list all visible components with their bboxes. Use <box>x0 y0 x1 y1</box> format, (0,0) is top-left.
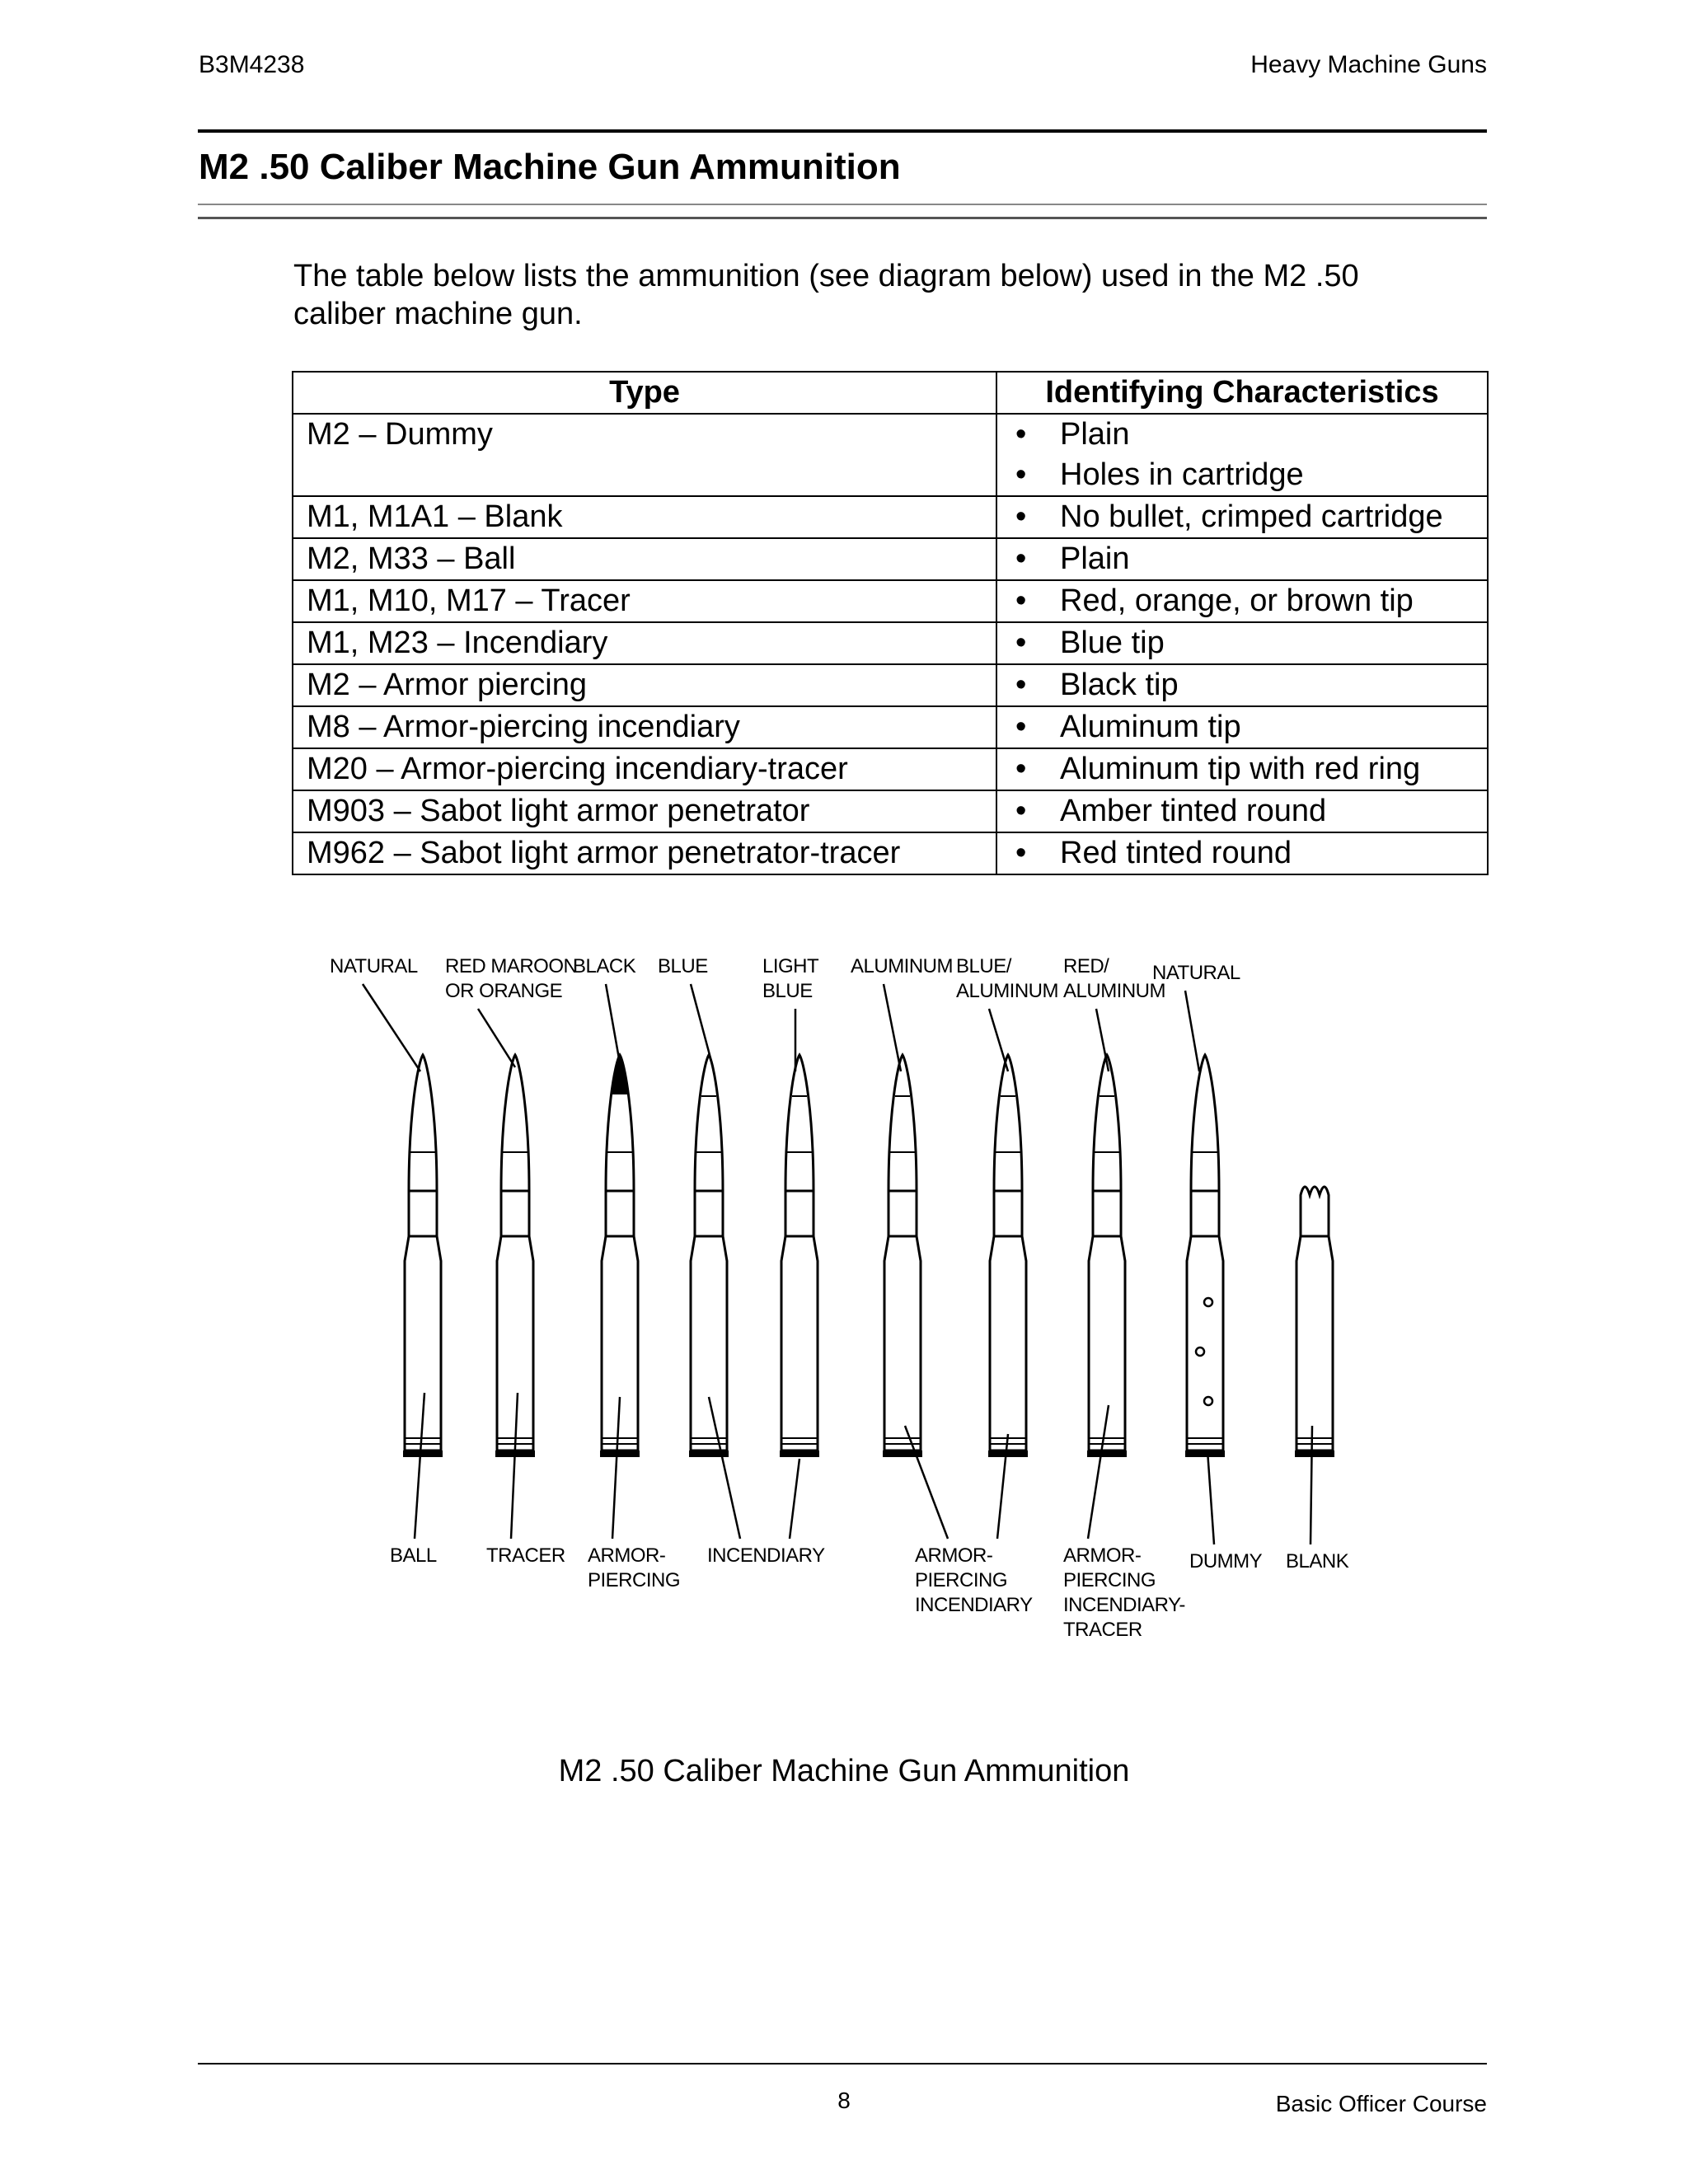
case-rim <box>1295 1451 1334 1457</box>
ammo-type-cell: M962 – Sabot light armor penetrator-tracer <box>293 832 996 874</box>
characteristic-item: • Aluminum tip with red ring <box>1010 749 1474 790</box>
top-label-text: BLUE <box>658 955 708 977</box>
table-body <box>293 414 1488 874</box>
case-body <box>497 1236 533 1451</box>
bottom-label-text: TRACER <box>486 1544 565 1567</box>
top-labels <box>330 955 1240 1002</box>
leader-line <box>691 984 713 1067</box>
top-label-text: BLACK <box>573 955 636 977</box>
characteristic-item: • No bullet, crimped cartridge <box>1010 497 1474 537</box>
bullet <box>501 1055 529 1191</box>
leader-line <box>612 1397 620 1539</box>
column-header-characteristics: Identifying Characteristics <box>996 372 1488 414</box>
ammo-type-cell: M1, M23 – Incendiary <box>293 622 996 664</box>
top-label-text: ALUMINUM <box>851 955 954 977</box>
ammo-type-cell: M2 – Dummy <box>293 414 996 496</box>
bullet <box>1093 1055 1121 1191</box>
leader-line <box>790 1459 799 1539</box>
bullet <box>1191 1055 1219 1191</box>
table-row <box>293 664 1488 706</box>
bottom-label-text: BALL <box>390 1544 437 1567</box>
case-neck <box>501 1191 529 1236</box>
case-neck <box>409 1191 437 1236</box>
case-body <box>781 1236 818 1451</box>
cartridge-hole <box>1204 1298 1212 1306</box>
case-neck <box>1191 1191 1219 1236</box>
case-neck <box>889 1191 917 1236</box>
cartridge-1 <box>403 1055 443 1457</box>
case-rim <box>1185 1451 1225 1457</box>
characteristics-cell <box>996 748 1488 790</box>
ammo-type-cell: M2 – Armor piercing <box>293 664 996 706</box>
table-row <box>293 832 1488 874</box>
characteristics-cell <box>996 496 1488 538</box>
footer-rule <box>198 2063 1487 2064</box>
characteristics-cell <box>996 706 1488 748</box>
leader-lines <box>363 984 1312 1544</box>
characteristic-item: • Aluminum tip <box>1010 707 1474 748</box>
cartridge-hole <box>1196 1347 1204 1356</box>
cartridge-7 <box>988 1055 1028 1457</box>
bullet <box>889 1055 917 1191</box>
characteristics-cell <box>996 622 1488 664</box>
leader-line <box>1207 1451 1214 1544</box>
ammo-type-cell: M1, M1A1 – Blank <box>293 496 996 538</box>
figure-caption: M2 .50 Caliber Machine Gun Ammunition <box>558 1754 1130 1788</box>
case-neck <box>994 1191 1022 1236</box>
bottom-labels <box>390 1544 1349 1641</box>
table-row <box>293 580 1488 622</box>
table-row <box>293 538 1488 580</box>
bullet <box>994 1055 1022 1191</box>
characteristic-item: • Holes in cartridge <box>1010 455 1474 495</box>
leader-line <box>363 984 420 1071</box>
top-label-text: BLUE/ <box>956 955 1011 977</box>
bottom-label-text: DUMMY <box>1189 1550 1263 1572</box>
case-body <box>990 1236 1026 1451</box>
leader-line <box>1096 1009 1109 1071</box>
bottom-label-text: INCENDIARY- <box>1063 1594 1185 1616</box>
top-label-text: BLUE <box>762 980 813 1002</box>
document-id: B3M4238 <box>199 51 305 78</box>
table-row <box>293 622 1488 664</box>
ammunition-table <box>292 371 1489 875</box>
header-rule <box>198 129 1487 133</box>
crimped-neck <box>1301 1187 1329 1236</box>
bottom-label-text: TRACER <box>1063 1619 1142 1641</box>
table-row <box>293 496 1488 538</box>
title-rule-lower <box>198 217 1487 219</box>
bottom-label-text: PIERCING <box>588 1569 681 1591</box>
ammunition-diagram <box>313 948 1385 1690</box>
leader-line <box>1088 1405 1109 1539</box>
case-neck <box>1093 1191 1121 1236</box>
case-body <box>884 1236 921 1451</box>
case-rim <box>403 1451 443 1457</box>
ammo-type-cell: M8 – Armor-piercing incendiary <box>293 706 996 748</box>
top-label-text: ALUMINUM <box>1063 980 1166 1002</box>
table-row <box>293 790 1488 832</box>
case-body <box>1187 1236 1223 1451</box>
course-name: Basic Officer Course <box>1275 2091 1487 2116</box>
leader-line <box>415 1393 424 1539</box>
top-label-text: OR ORANGE <box>445 980 563 1002</box>
bullet <box>785 1055 814 1191</box>
characteristic-item: • Plain <box>1010 415 1474 455</box>
leader-line <box>478 1009 515 1067</box>
case-rim <box>1087 1451 1127 1457</box>
characteristic-item: • Black tip <box>1010 665 1474 705</box>
cartridge-9 <box>1185 1055 1225 1457</box>
top-label-text: RED MAROON <box>445 955 578 977</box>
intro-paragraph: The table below lists the ammunition (see diagram below) used in the M2 .50 caliber machine gun. <box>293 259 1359 331</box>
bottom-label-text: BLANK <box>1286 1550 1349 1572</box>
characteristics-cell <box>996 664 1488 706</box>
leader-line <box>511 1393 518 1539</box>
ammo-type-cell: M20 – Armor-piercing incendiary-tracer <box>293 748 996 790</box>
characteristic-item: • Blue tip <box>1010 623 1474 663</box>
case-rim <box>780 1451 819 1457</box>
case-rim <box>600 1451 640 1457</box>
leader-line <box>989 1009 1008 1071</box>
cartridge-5 <box>780 1055 819 1457</box>
ammo-type-cell: M903 – Sabot light armor penetrator <box>293 790 996 832</box>
section-title: Heavy Machine Guns <box>1250 51 1487 78</box>
case-neck <box>606 1191 634 1236</box>
case-rim <box>988 1451 1028 1457</box>
top-label-text: RED/ <box>1063 955 1109 977</box>
top-label-text: LIGHT <box>762 955 819 977</box>
title-rule-upper <box>198 204 1487 205</box>
bullet <box>409 1055 437 1191</box>
leader-line <box>905 1426 948 1539</box>
top-label-text: NATURAL <box>330 955 418 977</box>
characteristic-item: • Red, orange, or brown tip <box>1010 581 1474 621</box>
case-neck <box>785 1191 814 1236</box>
leader-line <box>884 984 901 1071</box>
bottom-label-text: ARMOR- <box>1063 1544 1142 1567</box>
characteristics-cell <box>996 832 1488 874</box>
ammo-type-cell: M2, M33 – Ball <box>293 538 996 580</box>
page-title: M2 .50 Caliber Machine Gun Ammunition <box>199 147 901 187</box>
case-body <box>691 1236 727 1451</box>
cartridge-3 <box>600 1055 640 1457</box>
characteristics-cell <box>996 580 1488 622</box>
bottom-label-text: INCENDIARY <box>915 1594 1033 1616</box>
column-header-type: Type <box>293 372 996 414</box>
table-row <box>293 748 1488 790</box>
characteristics-cell <box>996 538 1488 580</box>
table-row <box>293 706 1488 748</box>
cartridge-10 <box>1295 1187 1334 1457</box>
top-label-text: NATURAL <box>1152 962 1240 984</box>
table-row <box>293 414 1488 496</box>
cartridge-2 <box>495 1055 535 1457</box>
page-number: 8 <box>837 2088 851 2113</box>
bullet <box>695 1055 723 1191</box>
cartridge-drawings <box>403 1055 1334 1457</box>
cartridge-6 <box>883 1055 922 1457</box>
characteristic-item: • Red tinted round <box>1010 833 1474 874</box>
top-label-text: ALUMINUM <box>956 980 1059 1002</box>
bottom-label-text: ARMOR- <box>588 1544 666 1567</box>
bottom-label-text: PIERCING <box>915 1569 1008 1591</box>
characteristics-cell <box>996 790 1488 832</box>
cartridge-8 <box>1087 1055 1127 1457</box>
cartridge-hole <box>1204 1397 1212 1405</box>
characteristics-cell <box>996 414 1488 496</box>
characteristic-item: • Plain <box>1010 539 1474 579</box>
bottom-label-text: PIERCING <box>1063 1569 1156 1591</box>
leader-line <box>1185 991 1199 1071</box>
leader-line <box>709 1397 740 1539</box>
case-body <box>1296 1236 1333 1451</box>
leader-line <box>606 984 620 1063</box>
characteristic-item: • Amber tinted round <box>1010 791 1474 832</box>
case-body <box>602 1236 638 1451</box>
bottom-label-text: ARMOR- <box>915 1544 993 1567</box>
ammo-type-cell: M1, M10, M17 – Tracer <box>293 580 996 622</box>
cartridge-4 <box>689 1055 729 1457</box>
table-header-row <box>293 372 1488 414</box>
bottom-label-text: INCENDIARY <box>707 1544 825 1567</box>
case-neck <box>695 1191 723 1236</box>
